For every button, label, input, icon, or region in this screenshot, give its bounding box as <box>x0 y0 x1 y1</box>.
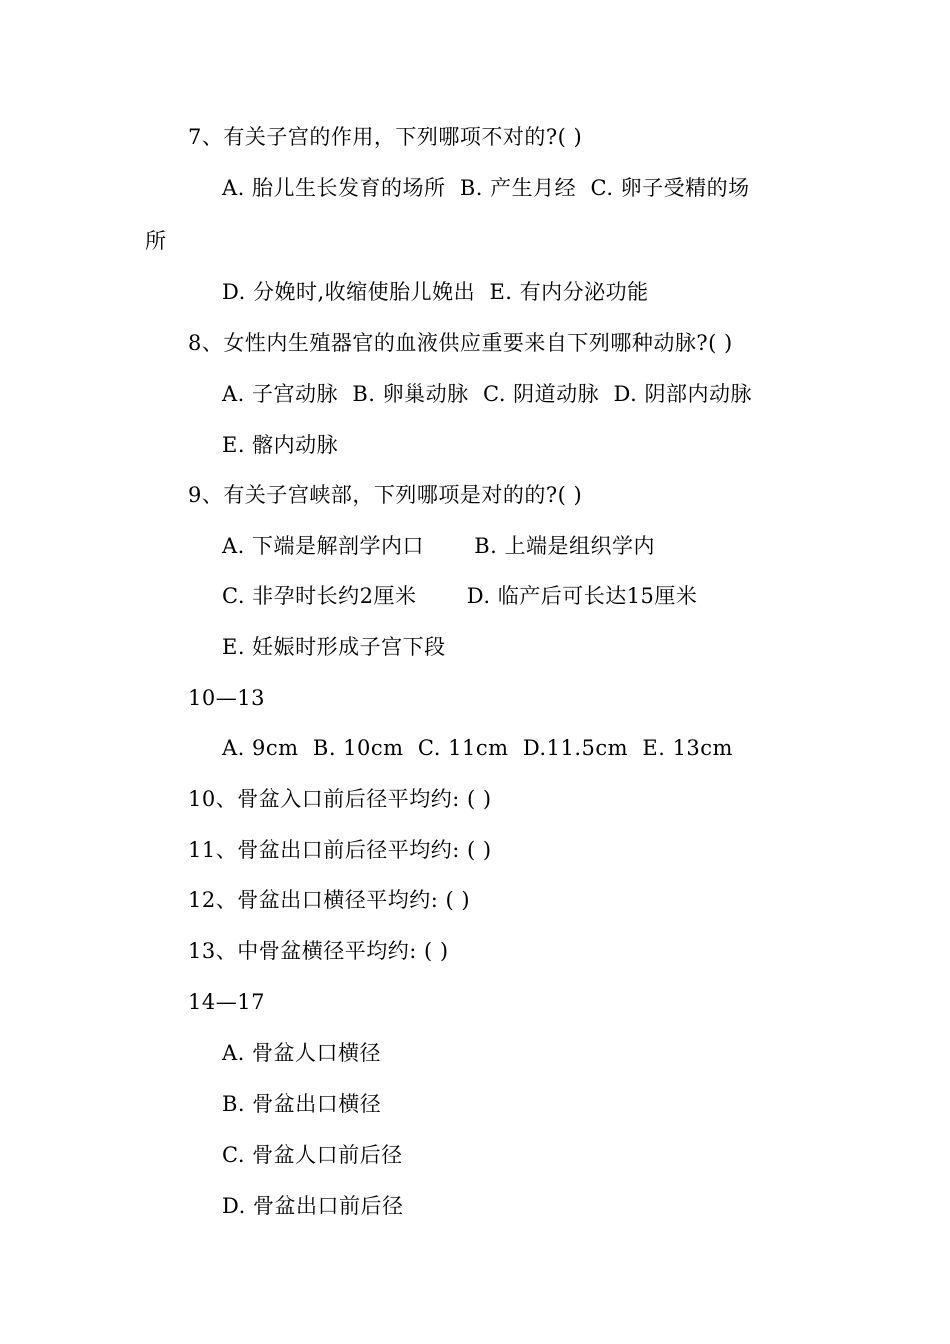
question-7-options-wrap: 所 <box>145 229 167 253</box>
question-12: 12、骨盆出口横径平均约: ( ) <box>188 888 471 912</box>
question-7: 7、有关子宫的作用，下列哪项不对的?( ) <box>188 125 583 149</box>
question-9-options-line-1: A. 下端是解剖学内口 B. 上端是组织学内 <box>222 534 656 558</box>
group-14-17-header: 14—17 <box>188 990 265 1014</box>
question-11: 11、骨盆出口前后径平均约: ( ) <box>188 838 492 862</box>
question-7-options-line-2: D. 分娩时,收缩使胎儿娩出 E. 有内分泌功能 <box>222 280 649 304</box>
question-9: 9、有关子宫峡部，下列哪项是对的的?( ) <box>188 483 583 507</box>
question-13: 13、中骨盆横径平均约: ( ) <box>188 939 449 963</box>
question-7-options-line-1: A. 胎儿生长发育的场所 B. 产生月经 C. 卵子受精的场 <box>222 176 750 200</box>
question-8-options-line-2: E. 髂内动脉 <box>222 433 339 457</box>
group-14-17-option-a: A. 骨盆人口横径 <box>222 1041 382 1065</box>
group-14-17-option-c: C. 骨盆人口前后径 <box>222 1143 403 1167</box>
group-10-13-header: 10—13 <box>188 686 265 710</box>
question-10: 10、骨盆入口前后径平均约: ( ) <box>188 787 492 811</box>
group-14-17-option-d: D. 骨盆出口前后径 <box>222 1194 404 1218</box>
group-14-17-option-b: B. 骨盆出口横径 <box>222 1092 382 1116</box>
group-10-13-options: A. 9cm B. 10cm C. 11cm D.11.5cm E. 13cm <box>222 736 733 760</box>
question-9-options-line-2: C. 非孕时长约2厘米 D. 临产后可长达15厘米 <box>222 584 698 608</box>
question-8: 8、女性内生殖器官的血液供应重要来自下列哪种动脉?( ) <box>188 331 733 355</box>
question-9-options-line-3: E. 妊娠时形成子宫下段 <box>222 635 446 659</box>
question-8-options-line-1: A. 子宫动脉 B. 卵巢动脉 C. 阴道动脉 D. 阴部内动脉 <box>222 382 752 406</box>
